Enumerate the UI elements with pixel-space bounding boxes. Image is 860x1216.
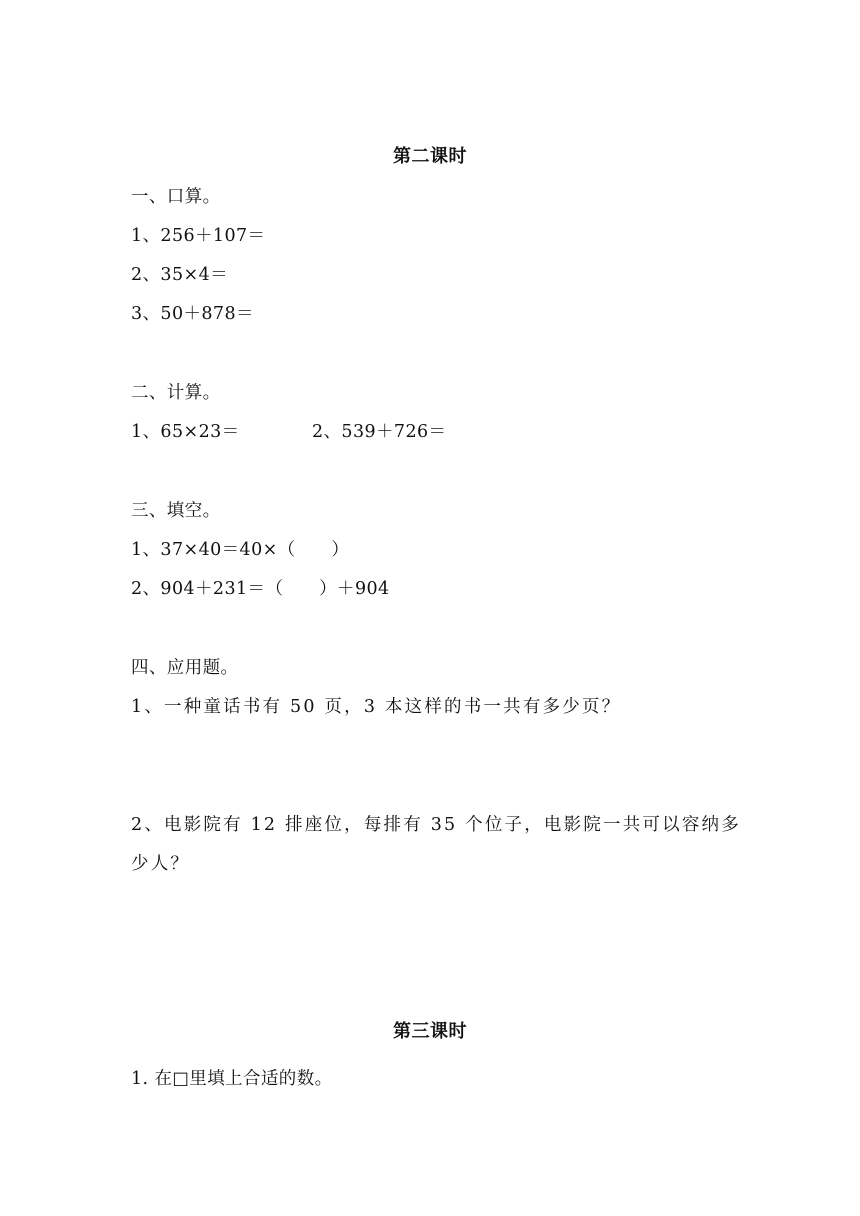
section1-item-3: 3、50＋878＝ [131, 304, 254, 324]
section2-item-1: 1、65×23＝ [131, 422, 240, 442]
section1-item-2: 2、35×4＝ [131, 265, 228, 285]
section1-heading: 一、口算。 [131, 187, 221, 207]
section3-heading: 三、填空。 [131, 501, 221, 521]
lesson2-title: 第二课时 [393, 146, 467, 167]
section3-item-2: 2、904＋231＝（ ）＋904 [131, 579, 390, 599]
section4-question-2-line-2: 少人？ [131, 854, 191, 874]
section4-question-1: 1、一种童话书有 50 页，3 本这样的书一共有多少页？ [131, 697, 622, 717]
section4-heading: 四、应用题。 [131, 658, 239, 678]
lesson3-question-1: 1. 在□里填上合适的数。 [131, 1069, 333, 1089]
section2-item-2: 2、539＋726＝ [312, 422, 447, 442]
section3-item-1: 1、37×40＝40×（ ） [131, 540, 350, 560]
section4-question-2-line-1: 2、电影院有 12 排座位，每排有 35 个位子，电影院一共可以容纳多 [131, 815, 741, 835]
section1-item-1: 1、256＋107＝ [131, 226, 266, 246]
lesson3-title: 第三课时 [393, 1021, 467, 1042]
section2-heading: 二、计算。 [131, 383, 221, 403]
